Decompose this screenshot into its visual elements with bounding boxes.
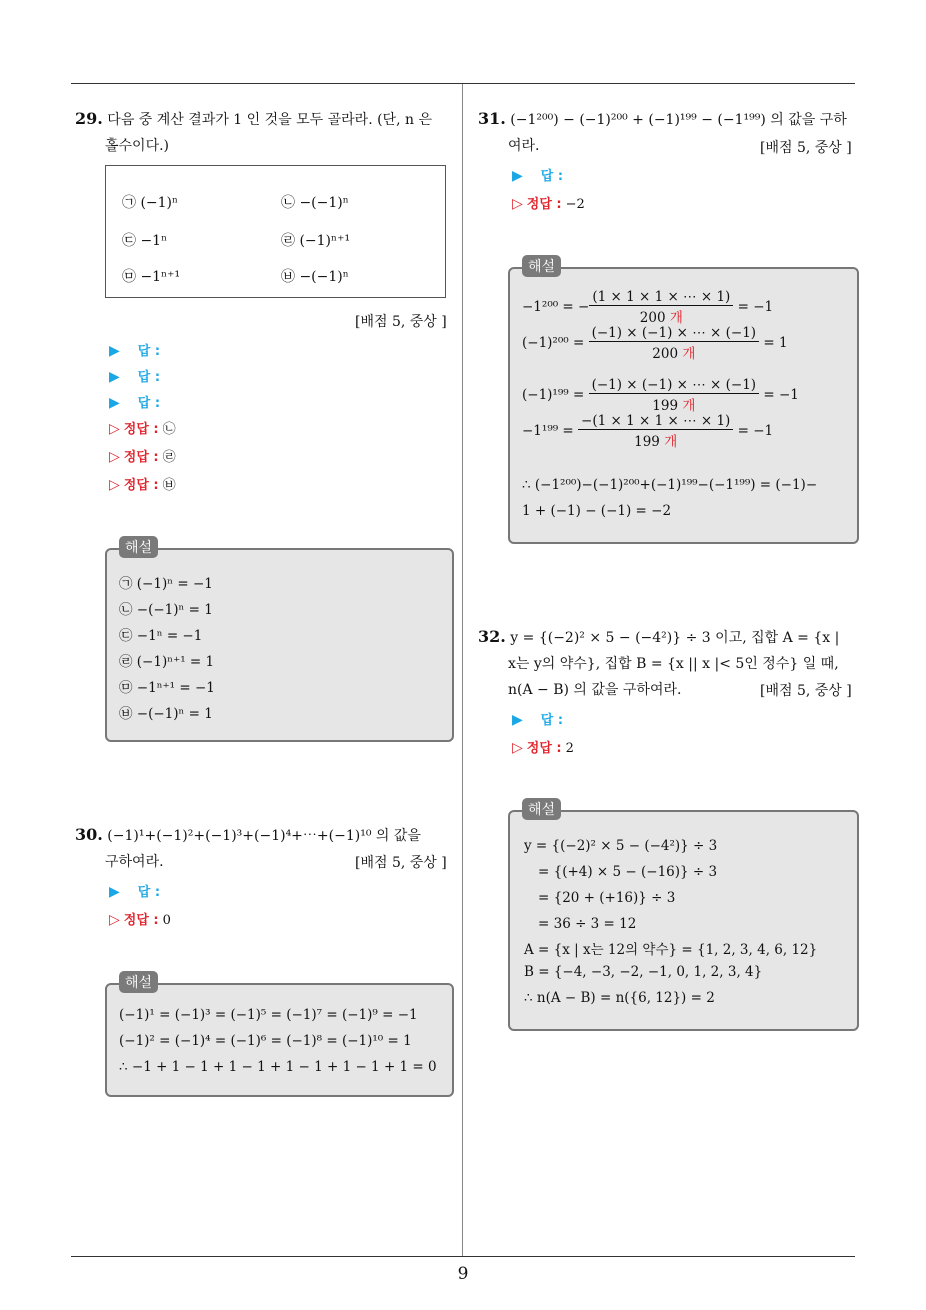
q31-conclusion-2: 1 + (−1) − (−1) = −2 [522, 503, 672, 519]
q32-number: 32. [478, 627, 506, 646]
correct-arrow-icon: ▷ [109, 449, 120, 465]
q29-correct-2 [109, 446, 176, 465]
correct-arrow-icon: ▷ [109, 477, 120, 493]
q32-sol-line-1: y = {(−2)² × 5 − (−4²)} ÷ 3 [524, 838, 718, 854]
q30-sol-line-3: ∴ −1 + 1 − 1 + 1 − 1 + 1 − 1 + 1 − 1 + 1 = 0 [119, 1059, 437, 1075]
q31-r4-lhs: −1¹⁹⁹ = [522, 423, 574, 439]
solution-tag: 해설 [522, 255, 561, 277]
q31-r4-rhs: = −1 [737, 423, 774, 439]
answer-label: 답 : [540, 713, 564, 728]
q31-r1-den [589, 306, 733, 326]
q32-sol-line-4: = 36 ÷ 3 = 12 [538, 916, 637, 932]
q29-sol-line-1: ㉠ (−1)ⁿ = −1 [119, 576, 213, 592]
q31-score: [배점 5, 중상 ] [760, 140, 852, 156]
q29-correct-value-3: ㉥ [162, 478, 176, 493]
q30-correct-value: 0 [162, 913, 171, 928]
answer-arrow-icon: ▶ [512, 168, 523, 184]
q30-sol-line-1: (−1)¹ = (−1)³ = (−1)⁵ = (−1)⁷ = (−1)⁹ = −1 [119, 1007, 418, 1023]
q30-sol-line-2: (−1)² = (−1)⁴ = (−1)⁶ = (−1)⁸ = (−1)¹⁰ = 1 [119, 1033, 412, 1049]
q29-choice-5: ㉤ −1ⁿ⁺¹ [122, 269, 181, 285]
q31-r1-frac [589, 289, 733, 326]
q30-line2: 구하여라. [105, 854, 164, 870]
q29-answer-1 [109, 340, 160, 359]
q32-solution-box [508, 802, 859, 1031]
solution-tag: 해설 [119, 971, 158, 993]
q29-text [75, 106, 460, 159]
bottom-rule [71, 1256, 855, 1257]
q30-score: [배점 5, 중상 ] [355, 855, 447, 871]
page-number: 9 [457, 1264, 469, 1284]
solution-tag: 해설 [522, 798, 561, 820]
column-divider [462, 84, 463, 1257]
q29-correct-3 [109, 474, 176, 493]
q31-sol-row-3 [522, 377, 799, 414]
q29-number: 29. [75, 109, 103, 128]
q30-solution-box [105, 975, 454, 1097]
q30-number: 30. [75, 825, 103, 844]
q32-line2: x는 y의 약수}, 집합 B = {x || x |< 5인 정수} 일 때, [508, 656, 839, 672]
q29-line2: 홀수이다.) [105, 138, 170, 154]
q32-sol-line-2: = {(+4) × 5 − (−16)} ÷ 3 [538, 864, 718, 880]
q32-correct-value: 2 [565, 741, 574, 756]
q31-r3-count: 199 [652, 398, 679, 414]
solution-tag: 해설 [119, 536, 158, 558]
q31-conclusion-1: ∴ (−1²⁰⁰)−(−1)²⁰⁰+(−1)¹⁹⁹−(−1¹⁹⁹) = (−1)− [522, 477, 818, 493]
q32-line1: y = {(−2)² × 5 − (−4²)} ÷ 3 이고, 집합 A = {x | [510, 630, 840, 646]
q31-r2-frac [589, 325, 760, 362]
q29-solution-box [105, 540, 454, 742]
q31-r1-unit: 개 [669, 310, 683, 326]
q29-correct-1 [109, 418, 176, 437]
answer-label: 답 : [137, 344, 161, 359]
correct-label: 정답 : [526, 741, 562, 756]
q29-answer-2 [109, 366, 160, 385]
answer-label: 답 : [137, 885, 161, 900]
correct-arrow-icon: ▷ [109, 912, 120, 928]
correct-arrow-icon: ▷ [512, 740, 523, 756]
answer-arrow-icon: ▶ [109, 884, 120, 900]
q31-r3-unit: 개 [682, 398, 696, 414]
q31-r4-count: 199 [634, 434, 660, 450]
q29-sol-line-2: ㉡ −(−1)ⁿ = 1 [119, 602, 213, 618]
q31-sol-row-4 [522, 413, 773, 450]
q29-choice-1: ㉠ (−1)ⁿ [122, 195, 179, 211]
q30-line1: (−1)¹+(−1)²+(−1)³+(−1)⁴+⋯+(−1)¹⁰ 의 값을 [107, 828, 421, 844]
top-rule [71, 83, 855, 84]
q32-correct [512, 737, 574, 756]
correct-label: 정답 : [123, 478, 159, 493]
answer-arrow-icon: ▶ [109, 395, 120, 411]
q31-r1-lhs: −1²⁰⁰ = − [522, 299, 590, 315]
q31-answer [512, 165, 563, 184]
q32-sol-line-7: ∴ n(A − B) = n({6, 12}) = 2 [524, 990, 715, 1006]
q32-sol-line-5: A = {x | x는 12의 약수} = {1, 2, 3, 4, 6, 12} [524, 942, 818, 958]
q29-choice-6: ㉥ −(−1)ⁿ [281, 269, 349, 285]
correct-label: 정답 : [123, 422, 159, 437]
correct-label: 정답 : [123, 913, 159, 928]
q31-r3-frac [589, 377, 760, 414]
q29-answer-3 [109, 392, 160, 411]
answer-label: 답 : [137, 396, 161, 411]
q31-line2: 여라. [508, 138, 540, 154]
q31-number: 31. [478, 109, 506, 128]
q31-r2-den [589, 342, 760, 362]
q29-sol-line-6: ㉥ −(−1)ⁿ = 1 [119, 706, 213, 722]
q31-r3-num: (−1) × (−1) × ⋯ × (−1) [589, 377, 760, 394]
q29-choice-2: ㉡ −(−1)ⁿ [281, 195, 349, 211]
q29-line1: 다음 중 계산 결과가 1 인 것을 모두 골라라. (단, n 은 [107, 112, 432, 128]
q31-r2-num: (−1) × (−1) × ⋯ × (−1) [589, 325, 760, 342]
q31-r4-unit: 개 [664, 434, 678, 450]
q31-correct [512, 193, 585, 212]
q31-r4-den [578, 430, 733, 450]
q31-r2-rhs: = 1 [763, 335, 788, 351]
q29-sol-line-4: ㉣ (−1)ⁿ⁺¹ = 1 [119, 654, 215, 670]
q31-sol-row-2 [522, 325, 788, 362]
answer-arrow-icon: ▶ [109, 343, 120, 359]
q29-choice-4: ㉣ (−1)ⁿ⁺¹ [281, 233, 351, 249]
q29-choice-3: ㉢ −1ⁿ [122, 233, 168, 249]
answer-label: 답 : [540, 169, 564, 184]
q30-correct [109, 909, 171, 928]
q31-r2-count: 200 [652, 346, 679, 362]
q31-sol-row-1 [522, 289, 773, 326]
q31-r1-count: 200 [639, 310, 666, 326]
q29-choice-box [105, 165, 446, 298]
q31-r3-lhs: (−1)¹⁹⁹ = [522, 387, 585, 403]
q31-r4-frac [578, 413, 733, 450]
q31-line1: (−1²⁰⁰) − (−1)²⁰⁰ + (−1)¹⁹⁹ − (−1¹⁹⁹) 의 값을 구하 [510, 112, 847, 128]
q31-r4-num: −(1 × 1 × 1 × ⋯ × 1) [578, 413, 733, 430]
q32-sol-line-6: B = {−4, −3, −2, −1, 0, 1, 2, 3, 4} [524, 964, 763, 980]
q29-correct-value-2: ㉣ [162, 450, 176, 465]
q29-sol-line-5: ㉤ −1ⁿ⁺¹ = −1 [119, 680, 215, 696]
q32-line3: n(A − B) 의 값을 구하여라. [508, 682, 682, 698]
q32-score: [배점 5, 중상 ] [760, 683, 852, 699]
q31-r1-rhs: = −1 [737, 299, 774, 315]
q31-r3-den [589, 394, 760, 414]
correct-arrow-icon: ▷ [512, 196, 523, 212]
correct-label: 정답 : [123, 450, 159, 465]
q31-r1-num: (1 × 1 × 1 × ⋯ × 1) [589, 289, 733, 306]
q30-answer [109, 881, 160, 900]
answer-label: 답 : [137, 370, 161, 385]
answer-arrow-icon: ▶ [512, 712, 523, 728]
q31-r2-unit: 개 [682, 346, 696, 362]
q29-sol-line-3: ㉢ −1ⁿ = −1 [119, 628, 203, 644]
answer-arrow-icon: ▶ [109, 369, 120, 385]
q31-r2-lhs: (−1)²⁰⁰ = [522, 335, 585, 351]
q31-correct-value: −2 [565, 197, 585, 212]
q32-answer [512, 709, 563, 728]
q31-solution-box [508, 259, 859, 544]
correct-arrow-icon: ▷ [109, 421, 120, 437]
q29-correct-value-1: ㉡ [162, 422, 176, 437]
correct-label: 정답 : [526, 197, 562, 212]
q29-score: [배점 5, 중상 ] [355, 314, 447, 330]
q32-sol-line-3: = {20 + (+16)} ÷ 3 [538, 890, 676, 906]
q31-r3-rhs: = −1 [763, 387, 799, 403]
